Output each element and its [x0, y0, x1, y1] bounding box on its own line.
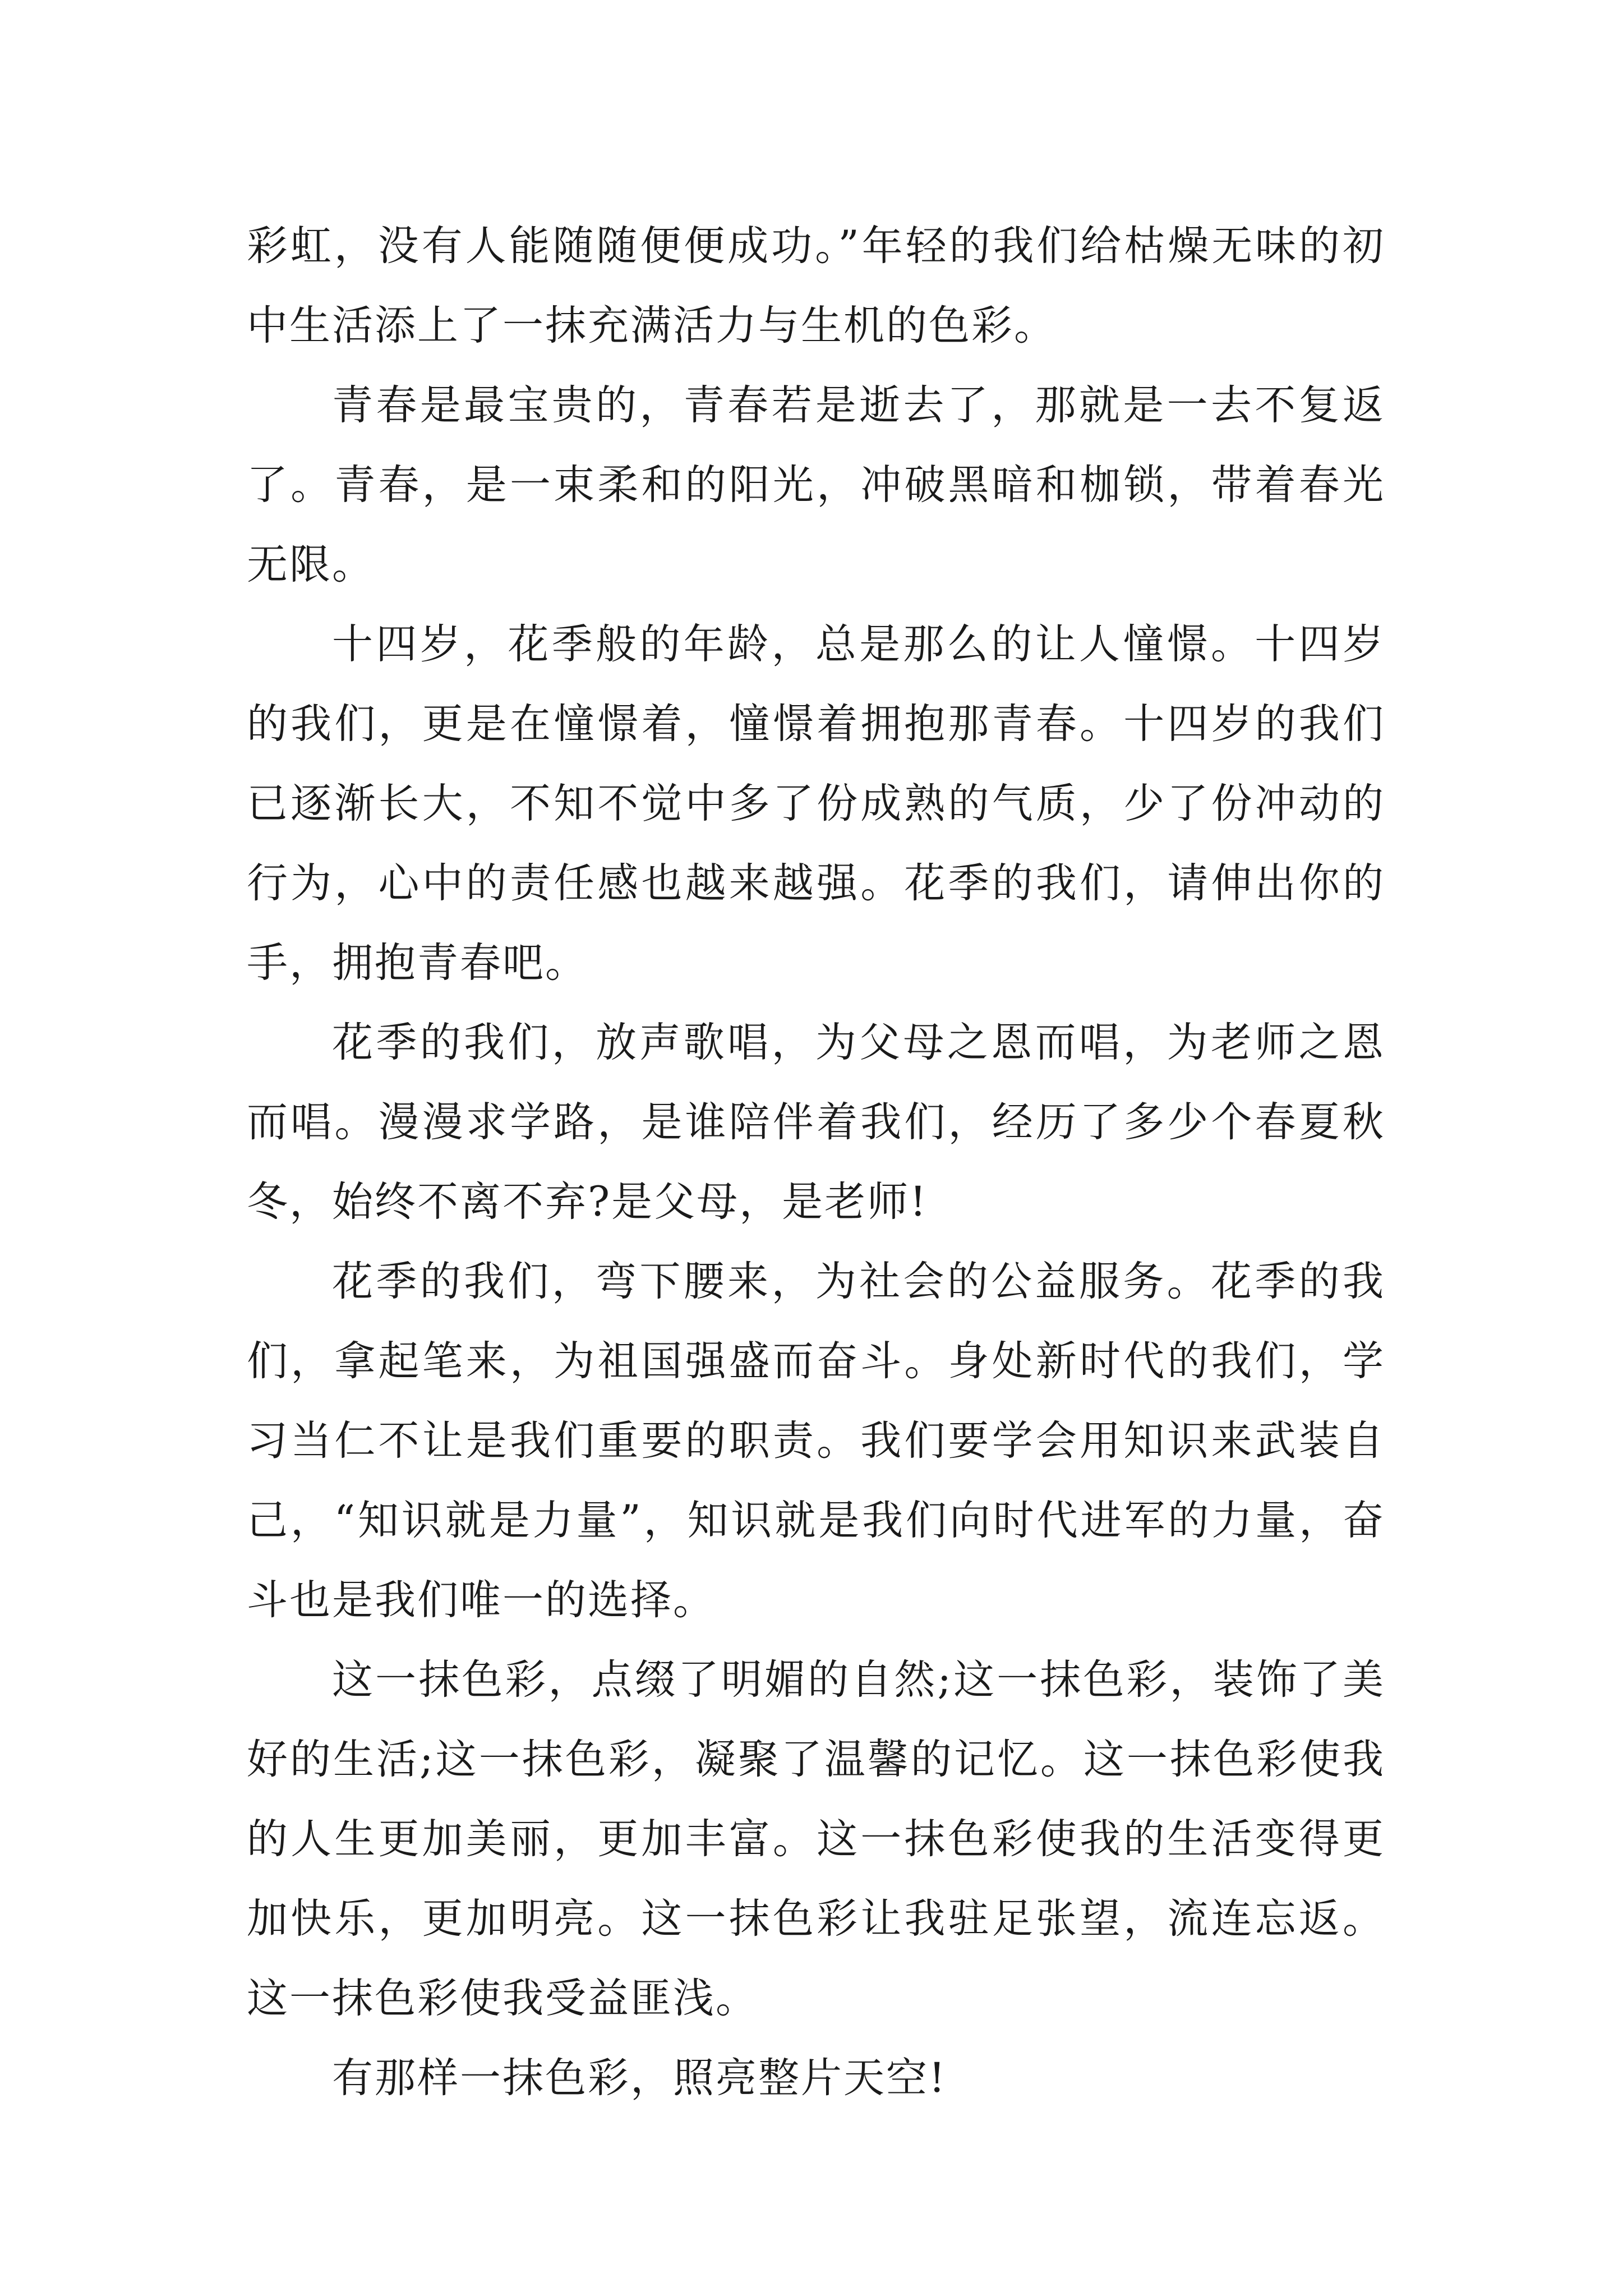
paragraph: 青春是最宝贵的，青春若是逝去了，那就是一去不复返了。青春，是一束柔和的阳光，冲破黑暗和枷锁，带着春光无限。	[247, 381, 1385, 588]
paragraph: 十四岁，花季般的年龄，总是那么的让人憧憬。十四岁的我们，更是在憧憬着，憧憬着拥抱那青春。十四岁的我们已逐渐长大，不知不觉中多了份成熟的气质，少了份冲动的行为，心中的责任感也越来越强。花季的我们，请伸出你的手，拥抱青春吧。	[247, 620, 1385, 987]
paragraph-continued: 彩虹，没有人能随随便便成功。”年轻的我们给枯燥无味的初中生活添上了一抹充满活力与生机的色彩。	[247, 222, 1385, 349]
document-body	[247, 206, 1385, 2118]
paragraph: 花季的我们，弯下腰来，为社会的公益服务。花季的我们，拿起笔来，为祖国强盛而奋斗。身处新时代的我们，学习当仁不让是我们重要的职责。我们要学会用知识来武装自己，“知识就是力量”，知识就是我们向时代进军的力量，奋斗也是我们唯一的选择。	[247, 1258, 1385, 1624]
paragraph-closing: 有那样一抹色彩，照亮整片天空!	[332, 2054, 947, 2102]
paragraph: 这一抹色彩，点缀了明媚的自然;这一抹色彩，装饰了美好的生活;这一抹色彩，凝聚了温馨的记忆。这一抹色彩使我的人生更加美丽，更加丰富。这一抹色彩使我的生活变得更加快乐，更加明亮。这一抹色彩让我驻足张望，流连忘返。这一抹色彩使我受益匪浅。	[247, 1656, 1385, 2022]
paragraph: 花季的我们，放声歌唱，为父母之恩而唱，为老师之恩而唱。漫漫求学路，是谁陪伴着我们，经历了多少个春夏秋冬，始终不离不弃?是父母，是老师!	[247, 1019, 1385, 1226]
